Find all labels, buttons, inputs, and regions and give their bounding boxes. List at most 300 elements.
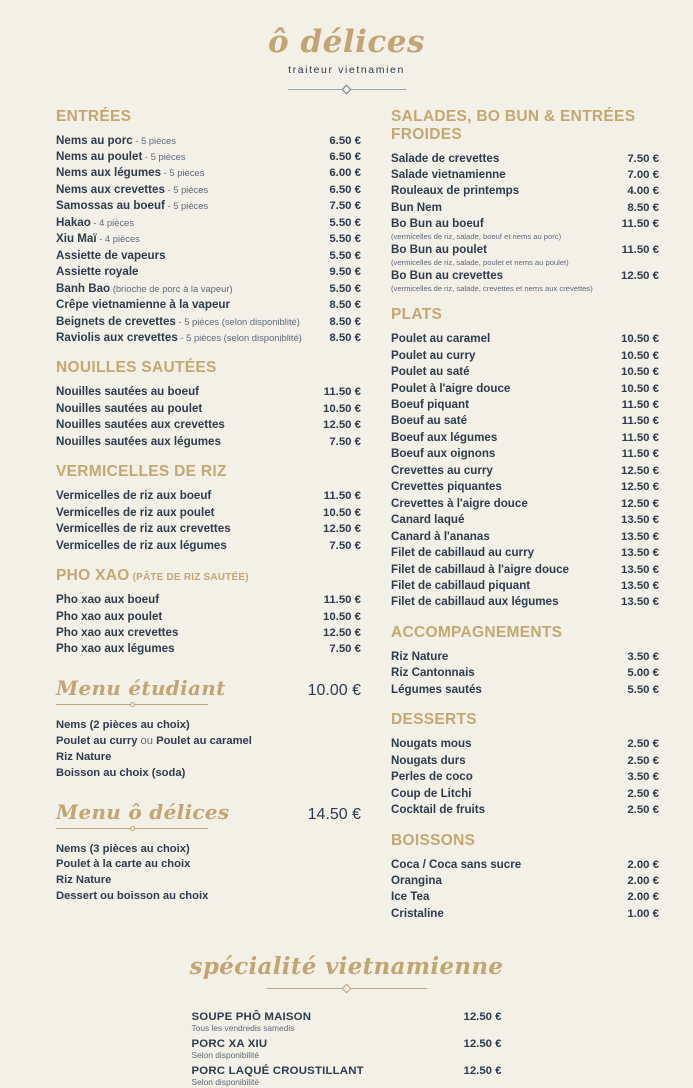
menu-item-name — [56, 401, 208, 417]
menu-header — [0, 0, 693, 94]
section-heading-label: BOISSONS — [391, 831, 476, 849]
menu-section — [391, 306, 659, 611]
menu-item-label: Nouilles sautées aux crevettes — [56, 418, 225, 432]
menu-item-name — [391, 873, 448, 889]
menu-item-description: - 4 pièces — [96, 233, 140, 245]
menu-item-name — [56, 314, 306, 330]
menu-item-row — [391, 682, 659, 698]
menu-item-row — [56, 165, 361, 181]
menu-item-row — [391, 397, 659, 413]
menu-item-description: - 5 pièces — [132, 134, 176, 146]
section-heading — [391, 832, 659, 850]
menu-item-name — [391, 348, 481, 364]
menu-item-row — [56, 314, 361, 330]
menu-item-row — [56, 521, 361, 537]
menu-item-name — [391, 430, 503, 446]
dot-icon — [130, 702, 135, 707]
menu-item-row — [56, 488, 361, 504]
section-heading-label: ACCOMPAGNEMENTS — [391, 623, 563, 641]
specialty-item-row — [192, 1011, 502, 1023]
menu-item-name — [391, 512, 470, 528]
menu-item-row — [56, 215, 361, 231]
menu-item-price: 6.00 € — [329, 167, 361, 180]
menu-item-label: Cocktail de fruits — [391, 803, 486, 817]
menu-item-name — [391, 397, 475, 413]
dot-icon — [130, 826, 135, 831]
menu-item-price: 5.50 € — [329, 282, 361, 295]
menu-item-price: 11.50 € — [323, 386, 361, 399]
formula-line: Nems (2 pièces au choix) — [56, 718, 190, 731]
menu-item-label: Samossas au boeuf — [56, 199, 165, 213]
menu-item-name — [391, 906, 450, 922]
formula-title: Menu étudiant — [56, 675, 226, 700]
menu-item-row — [391, 769, 659, 785]
menu-item-price: 8.50 € — [329, 331, 361, 344]
formula-items — [56, 842, 361, 906]
menu-item-label: Filet de cabillaud à l'aigre douce — [391, 562, 569, 576]
menu-item-price: 13.50 € — [620, 596, 659, 609]
menu-item-name — [391, 736, 478, 752]
menu-item-label: Bo Bun au boeuf — [391, 217, 484, 231]
menu-item-description: - 5 pièces — [164, 183, 209, 195]
menu-item-name — [56, 165, 210, 181]
menu-item-label: Riz Cantonnais — [391, 666, 475, 680]
diamond-icon — [342, 84, 352, 94]
menu-item-row — [391, 529, 659, 545]
menu-item-row — [56, 641, 361, 657]
menu-item-row — [391, 446, 659, 462]
menu-item-row — [391, 364, 659, 380]
menu-item-price: 2.50 € — [627, 754, 659, 767]
menu-item-label: Salade de crevettes — [391, 151, 500, 165]
section-heading-label: NOUILLES SAUTÉES — [56, 359, 217, 377]
menu-item-price: 12.50 € — [620, 464, 659, 477]
menu-item-name — [391, 381, 516, 397]
menu-item-label: Nems au porc — [56, 133, 133, 147]
formula-price: 10.00 € — [307, 681, 361, 699]
menu-item-price: 12.50 € — [620, 497, 659, 510]
menu-item-name — [391, 649, 454, 665]
menu-item-row — [391, 802, 659, 818]
menu-item-row — [391, 183, 659, 199]
section-heading — [56, 108, 361, 126]
menu-item-name — [391, 167, 512, 183]
menu-item-row — [391, 649, 659, 665]
menu-item-price: 2.50 € — [627, 804, 659, 817]
menu-item-name — [391, 463, 499, 479]
menu-item-price: 2.50 € — [627, 738, 659, 751]
section-heading — [56, 359, 361, 377]
menu-item-price: 2.00 € — [627, 891, 659, 904]
menu-item-row — [56, 297, 361, 313]
menu-item-row — [391, 268, 659, 284]
menu-item-row — [56, 182, 361, 198]
section-heading — [391, 306, 659, 324]
formula-line-conjunction: ou — [137, 734, 157, 747]
menu-item-row — [56, 231, 361, 247]
menu-item-row — [56, 384, 361, 400]
menu-item-label: Nouilles sautées au poulet — [56, 401, 203, 415]
formula-header — [56, 676, 361, 700]
menu-item-name — [56, 384, 205, 400]
menu-item-label: Nouilles sautées aux légumes — [56, 434, 221, 448]
menu-item-name — [391, 446, 501, 462]
left-column — [56, 108, 361, 936]
menu-item-label: Banh Bao — [56, 281, 111, 295]
section-heading — [391, 711, 659, 729]
menu-section — [391, 711, 659, 818]
menu-item-price: 6.50 € — [329, 151, 361, 163]
menu-item-price: 10.50 € — [322, 610, 361, 623]
menu-item-row — [391, 381, 659, 397]
menu-item-row — [391, 786, 659, 802]
menu-item-label: Filet de cabillaud au curry — [391, 546, 535, 560]
menu-item-name — [56, 521, 237, 537]
menu-item-name — [56, 297, 236, 313]
menu-item-description: - 5 pièces — [142, 151, 186, 162]
section-heading-label: SALADES, BO BUN & ENTRÉES FROIDES — [391, 107, 636, 143]
menu-item-name — [391, 216, 490, 232]
formula-line-option-a: Poulet au curry — [56, 734, 138, 747]
menu-item-price: 10.50 € — [620, 349, 659, 362]
menu-item-name — [391, 529, 496, 545]
menu-item-label: Légumes sautés — [391, 682, 482, 696]
menu-item-name — [391, 183, 525, 199]
menu-item-row — [391, 873, 659, 889]
menu-item-label: Nouilles sautées au boeuf — [56, 385, 200, 399]
menu-item-row — [391, 665, 659, 681]
menu-item-row — [56, 609, 361, 625]
formula-line-option-b: Poulet au caramel — [156, 734, 252, 747]
menu-item-row — [391, 167, 659, 183]
menu-item-name — [56, 149, 192, 165]
menu-item-subdescription: (vermicelles de riz, salade, crevettes et nems aux crevettes) — [391, 283, 593, 293]
menu-item-name — [56, 625, 184, 641]
menu-item-label: Raviolis aux crevettes — [56, 330, 178, 344]
menu-item-label: Pho xao aux boeuf — [56, 593, 160, 607]
menu-item-label: Crevettes piquantes — [391, 480, 502, 494]
specialty-item-row — [192, 1038, 502, 1050]
menu-item-subdescription: (vermicelles de riz, salade, boeuf et nems au porc) — [391, 231, 562, 241]
specialty-item-name: PORC XA XIU — [191, 1038, 268, 1051]
menu-item-label: Poulet au saté — [391, 365, 470, 379]
menu-item-label: Filet de cabillaud aux légumes — [391, 595, 559, 609]
menu-item-price: 11.50 € — [621, 398, 659, 411]
formula-line: Dessert ou boisson au choix — [56, 890, 209, 903]
specialty-item-row — [192, 1065, 502, 1077]
menu-item-price: 5.00 € — [627, 667, 659, 680]
menu-item-name — [56, 133, 182, 149]
menu-item-name — [391, 413, 473, 429]
menu-item-row — [391, 736, 659, 752]
menu-item-price: 13.50 € — [620, 530, 659, 543]
formula-underline-ornament — [56, 701, 208, 708]
specialty-title: spécialité vietnamienne — [189, 953, 504, 981]
menu-item-row — [391, 594, 659, 610]
menu-item-name — [56, 538, 233, 554]
menu-section — [56, 463, 361, 554]
menu-item-price: 7.50 € — [329, 435, 361, 448]
menu-item-price: 12.50 € — [620, 481, 659, 494]
menu-item-row — [56, 592, 361, 608]
menu-item-row — [391, 331, 659, 347]
menu-item-label: Nougats mous — [391, 737, 472, 751]
menu-item-name — [391, 889, 435, 905]
menu-item-price: 10.50 € — [620, 366, 659, 379]
menu-item-name — [391, 364, 476, 380]
menu-item-description: - 5 pièces — [164, 200, 209, 212]
menu-item-label: Boeuf aux oignons — [391, 447, 496, 461]
menu-item-label: Bun Nem — [391, 200, 442, 214]
menu-item-row — [391, 889, 659, 905]
menu-item-row — [56, 248, 361, 264]
menu-item-label: Orangina — [391, 873, 442, 887]
menu-item-price: 8.50 € — [329, 299, 361, 312]
menu-item-label: Crevettes au curry — [391, 463, 493, 477]
menu-item-price: 3.50 € — [627, 771, 659, 784]
menu-item-price: 11.50 € — [323, 594, 361, 607]
menu-item-price: 13.50 € — [620, 579, 659, 592]
menu-item-price: 3.50 € — [627, 650, 659, 663]
menu-item-name — [56, 330, 308, 346]
menu-item-label: Vermicelles de riz aux poulet — [56, 505, 215, 519]
menu-item-price: 5.50 € — [627, 683, 659, 696]
specialty-item-price: 12.50 € — [463, 1065, 502, 1078]
menu-item-name — [391, 242, 493, 258]
menu-item-row — [56, 264, 361, 280]
menu-item-description: - 5 pièces (selon disponiblité) — [175, 315, 300, 327]
menu-section — [391, 624, 659, 698]
diamond-icon — [342, 984, 352, 994]
menu-item-label: Poulet à l'aigre douce — [391, 381, 511, 395]
menu-item-row — [391, 562, 659, 578]
specialty-list — [192, 1011, 502, 1088]
menu-item-name — [391, 769, 479, 785]
menu-item-label: Nems aux légumes — [56, 166, 162, 180]
formula-line: Boisson au choix (soda) — [56, 766, 186, 779]
menu-item-price: 12.50 € — [322, 626, 361, 639]
formula-line: Poulet à la carte au choix — [56, 858, 191, 871]
menu-item-description: - 4 pièces — [90, 216, 135, 228]
brand-logo: ô délices — [268, 24, 425, 60]
menu-item-price: 10.50 € — [322, 506, 361, 519]
menu-item-price: 5.50 € — [329, 216, 361, 229]
menu-item-name — [56, 505, 221, 521]
menu-item-name — [56, 264, 145, 280]
menu-item-price: 7.00 € — [627, 169, 659, 181]
menu-item-name — [391, 331, 496, 347]
menu-item-name — [56, 641, 181, 657]
section-heading — [56, 567, 361, 585]
section-heading — [391, 624, 659, 642]
specialty-item-name: PORC LAQUÉ CROUSTILLANT — [191, 1065, 364, 1078]
specialty-item-price: 12.50 € — [463, 1011, 502, 1024]
menu-item-row — [56, 133, 361, 149]
menu-item-name — [56, 488, 217, 504]
menu-item-price: 4.00 € — [627, 185, 659, 198]
menu-item-label: Vermicelles de riz aux crevettes — [56, 522, 231, 536]
menu-item-label: Filet de cabillaud piquant — [391, 578, 531, 592]
menu-item-label: Bo Bun au crevettes — [391, 269, 504, 283]
menu-item-row — [56, 417, 361, 433]
menu-item-name — [391, 545, 540, 561]
menu-item-name — [56, 215, 140, 231]
section-heading-label: VERMICELLES DE RIZ — [56, 463, 227, 481]
menu-item-row — [56, 434, 361, 450]
menu-item-name — [56, 434, 227, 450]
menu-item-label: Poulet au curry — [391, 348, 476, 362]
menu-item-name — [391, 786, 478, 802]
menu-item-label: Pho xao aux crevettes — [56, 625, 179, 639]
formula-title: Menu ô délices — [56, 799, 230, 824]
menu-section — [56, 359, 361, 450]
menu-item-price: 13.50 € — [620, 563, 659, 576]
menu-item-name — [391, 496, 534, 512]
menu-item-price: 10.50 € — [322, 402, 361, 415]
menu-item-label: Ice Tea — [391, 890, 430, 904]
menu-item-price: 11.50 € — [621, 448, 659, 461]
menu-item-price: 7.50 € — [329, 539, 361, 552]
section-heading-label: PLATS — [391, 306, 443, 324]
menu-item-label: Crêpe vietnamienne à la vapeur — [56, 298, 230, 312]
right-column — [391, 108, 659, 936]
menu-item-label: Nougats durs — [391, 753, 466, 767]
menu-item-price: 6.50 € — [329, 183, 361, 196]
menu-section — [391, 832, 659, 923]
menu-item-description: - 5 pièces — [161, 167, 205, 179]
menu-item-row — [56, 401, 361, 417]
menu-item-name — [391, 479, 508, 495]
menu-item-price: 7.50 € — [627, 152, 659, 165]
menu-item-row — [391, 216, 659, 232]
menu-item-name — [391, 562, 575, 578]
menu-item-row — [391, 578, 659, 594]
section-heading-label: DESSERTS — [391, 711, 477, 729]
menu-item-row — [391, 753, 659, 769]
menu-item-label: Cristaline — [391, 906, 444, 920]
formula-header — [56, 800, 361, 824]
menu-item-label: Boeuf piquant — [391, 397, 469, 411]
formula-items — [56, 718, 361, 782]
menu-item-label: Rouleaux de printemps — [391, 184, 520, 198]
menu-item-row — [56, 505, 361, 521]
formula-line — [56, 734, 361, 750]
specialty-item-name: SOUPE PHÔ MAISON — [191, 1011, 312, 1024]
menu-item-row — [391, 200, 659, 216]
specialty-item-subdescription: Selon disponibilité — [191, 1077, 260, 1088]
menu-item-label: Vermicelles de riz aux légumes — [56, 538, 227, 552]
specialty-item-subdescription: Tous les vendredis samedis — [191, 1023, 295, 1034]
menu-item-label: Bo Bun au poulet — [391, 243, 487, 257]
menu-item-name — [56, 609, 168, 625]
specialty-divider-ornament — [267, 984, 427, 993]
formula-line: Riz Nature — [56, 874, 112, 887]
header-divider-ornament — [288, 85, 406, 94]
menu-item-price: 12.50 € — [620, 270, 659, 283]
menu-item-name — [391, 753, 472, 769]
section-heading-note: (PÂTE DE RIZ SAUTÉE) — [129, 572, 249, 584]
menu-item-name — [391, 200, 448, 216]
menu-item-name — [56, 248, 172, 264]
menu-section — [56, 567, 361, 658]
menu-item-row — [391, 906, 659, 922]
formula-block — [56, 676, 361, 782]
menu-item-price: 9.50 € — [329, 266, 361, 279]
menu-item-label: Riz Nature — [391, 649, 449, 663]
menu-item-row — [391, 151, 659, 167]
brand-tagline: traiteur vietnamien — [288, 63, 405, 76]
menu-item-row — [391, 545, 659, 561]
menu-item-price: 8.50 € — [329, 315, 361, 328]
menu-item-name — [56, 198, 214, 214]
menu-item-label: Coup de Litchi — [391, 786, 472, 800]
menu-item-price: 11.50 € — [621, 218, 659, 231]
menu-item-label: Xiu Maï — [56, 232, 97, 246]
menu-item-row — [56, 538, 361, 554]
menu-item-label: Beignets de crevettes — [56, 314, 176, 328]
menu-item-name — [56, 182, 214, 198]
menu-item-label: Boeuf aux légumes — [391, 430, 498, 444]
menu-columns — [0, 94, 693, 936]
menu-section — [56, 108, 361, 347]
menu-item-price: 12.50 € — [322, 523, 361, 536]
menu-item-price: 2.00 € — [627, 858, 659, 871]
menu-item-label: Coca / Coca sans sucre — [391, 857, 522, 871]
section-heading-label: PHO XAO — [56, 567, 130, 585]
menu-item-name — [56, 592, 165, 608]
specialty-item-price: 12.50 € — [463, 1038, 502, 1051]
section-heading — [391, 108, 659, 144]
menu-item-row — [391, 348, 659, 364]
menu-item-description: (brioche de porc à la vapeur) — [110, 282, 233, 294]
menu-item-price: 13.50 € — [620, 514, 659, 527]
menu-item-price: 10.50 € — [620, 382, 659, 395]
menu-item-price: 5.50 € — [329, 233, 361, 246]
menu-item-name — [391, 594, 565, 610]
menu-item-label: Assiette royale — [56, 265, 139, 279]
menu-item-label: Pho xao aux poulet — [56, 609, 163, 623]
menu-item-price: 11.50 € — [323, 490, 361, 503]
menu-item-row — [56, 330, 361, 346]
menu-item-price: 2.50 € — [627, 787, 659, 800]
menu-item-name — [391, 665, 481, 681]
menu-item-label: Vermicelles de riz aux boeuf — [56, 489, 212, 503]
menu-item-row — [391, 463, 659, 479]
menu-item-name — [391, 682, 488, 698]
menu-item-price: 12.50 € — [322, 419, 361, 432]
menu-item-row — [391, 857, 659, 873]
menu-item-row — [391, 479, 659, 495]
menu-item-label: Nems au poulet — [56, 150, 143, 163]
menu-item-row — [391, 413, 659, 429]
menu-item-row — [391, 430, 659, 446]
formula-price: 14.50 € — [307, 805, 361, 823]
menu-item-name — [56, 417, 231, 433]
specialty-item-subdescription: Selon disponibilité — [191, 1050, 260, 1061]
menu-item-price: 13.50 € — [620, 547, 659, 560]
menu-item-price: 7.50 € — [329, 643, 361, 656]
menu-item-description: - 5 pièces (selon disponiblité) — [177, 331, 302, 343]
menu-item-row — [391, 512, 659, 528]
menu-item-name — [391, 151, 505, 167]
menu-item-price: 11.50 € — [621, 431, 659, 444]
menu-item-price: 2.00 € — [627, 874, 659, 887]
formula-block — [56, 800, 361, 906]
menu-item-name — [391, 578, 536, 594]
menu-section — [391, 108, 659, 294]
section-heading-label: ENTRÉES — [56, 107, 132, 125]
specialty-section — [0, 953, 693, 1088]
